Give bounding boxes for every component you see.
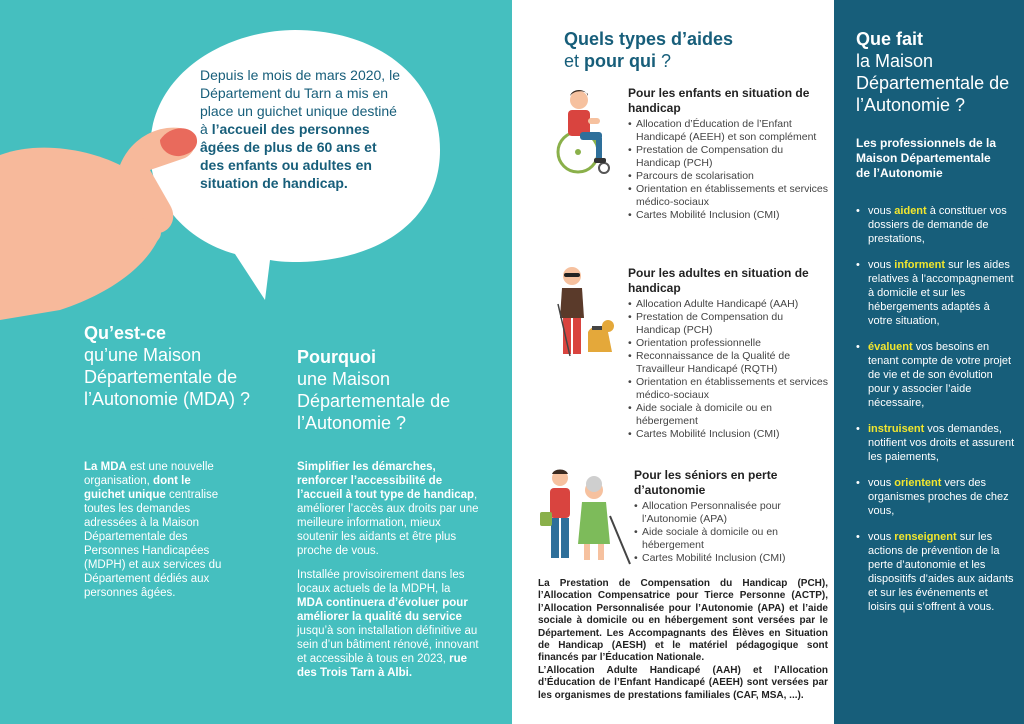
list-item: • Allocation Personnalisée pour l’Autonomie (APA) [634,500,828,526]
item-highlight: renseignent [894,531,957,543]
list-item: • Cartes Mobilité Inclusion (CMI) [634,552,828,565]
role-list [856,204,1016,626]
funding-note-2: L’Allocation Adulte Handicapé (AAH) et l’Allocation d’Éducation de l’Enfant Handicapé (AEEH) sont versées par les organismes de prestations familiales (CAF, MSA, ...). [538,664,828,701]
why-p1-bold: Simplifier les démarches, renforcer l’accessibilité de l’accueil à tout type de handicap [297,461,475,501]
list-item: • Orientation professionnelle [628,337,828,350]
group-list [628,118,828,222]
group-title: Pour les enfants en situation de handicap [628,86,810,115]
item-post: vos demandes, notifient vos droits et assurent les paiements, [868,423,1015,463]
item-post: sur les actions de prévention de la perte d’autonomie et les dispositifs d’aides aux aidants et sur les événements et loisirs qui s’offrent à vous. [868,531,1014,613]
mda-body-b2: dont le guichet unique [84,475,191,501]
group-children [628,86,828,222]
item-post: vers des organismes proches de chez vous, [868,477,1009,517]
item-highlight: aident [894,205,927,217]
bubble-intro: Depuis le mois de mars 2020, le Département du Tarn a mis en place un guichet unique destiné à [200,67,400,137]
aids-heading-end: ? [656,51,672,71]
aids-heading-mid: et [564,51,585,71]
why-heading-strong: Pourquoi [297,347,376,367]
list-item: • Allocation d’Éducation de l’Enfant Handicapé (AEEH) et son complément [628,118,828,144]
item-highlight: instruisent [868,423,925,435]
mda-body-t2: centralise toutes les demandes adressées à la Maison Départementale des Personnes Handicapées (MDPH) et aux services du Département dédiés aux personnes âgées. [84,489,222,599]
why-p2-t2: jusqu’à son installation définitive au sein d’un bâtiment rénové, innovant et accessible à tous en 2023, [297,625,479,665]
funding-note [538,578,828,702]
bubble-text [200,66,400,192]
mda-body-b1: La MDA [84,461,127,473]
list-item [856,476,1016,518]
list-item: • Prestation de Compensation du Handicap (PCH) [628,311,828,337]
group-title: Pour les séniors en perte d’autonomie [634,468,778,497]
why-paragraph-1 [297,460,479,558]
mda-heading [84,322,254,410]
why-p2-t1: Installée provisoirement dans les locaux actuels de la MDPH, la [297,569,465,595]
item-highlight: évaluent [868,341,913,353]
item-pre: vous [868,477,895,489]
role-heading [856,28,1016,116]
group-list [628,298,828,441]
item-post: à constituer vos dossiers de demande de prestations, [868,205,1007,245]
list-item: • Prestation de Compensation du Handicap (PCH) [628,144,828,170]
aids-heading [564,28,733,72]
role-subtitle: Les professionnels de la Maison Départementale de l’Autonomie [856,136,997,180]
item-pre: vous [868,205,895,217]
why-p1-rest: , améliorer l’accès aux droits par une meilleure information, mieux soutenir les aidants et être plus proche de vous. [297,489,479,557]
item-post: vos besoins en tenant compte de votre projet de vie et de son évolution pour y associer l’aide nécessaire, [868,341,1012,409]
list-item: • Orientation en établissements et services médico-sociaux [628,376,828,402]
blind-adult-guide-dog-icon [552,264,618,360]
why-p2-b1: MDA continuera d’évoluer pour améliorer la qualité du service [297,597,468,623]
list-item: • Aide sociale à domicile ou en hébergement [634,526,828,552]
list-item [856,340,1016,410]
role-heading-rest: la Maison Départementale de l’Autonomie ? [856,51,1010,115]
why-p2-b2: rue des Trois Tarn à Albi. [297,653,468,679]
mda-body-t1: est une nouvelle organisation, [84,461,214,487]
item-post: sur les aides relatives à l’accompagnement à domicile et sur les hébergements adaptés à votre situation, [868,259,1014,327]
list-item: • Parcours de scolarisation [628,170,828,183]
list-item: • Cartes Mobilité Inclusion (CMI) [628,209,828,222]
list-item: • Aide sociale à domicile ou en hébergement [628,402,828,428]
list-item: • Allocation Adulte Handicapé (AAH) [628,298,828,311]
list-item: • Orientation en établissements et services médico-sociaux [628,183,828,209]
seniors-couple-icon [538,466,634,566]
list-item: • Reconnaissance de la Qualité de Travailleur Handicapé (RQTH) [628,350,828,376]
group-seniors [634,468,828,565]
why-heading [297,346,477,434]
list-item: • Cartes Mobilité Inclusion (CMI) [628,428,828,441]
item-pre: vous [868,531,895,543]
group-adults [628,266,828,441]
right-panel [834,0,1024,724]
list-item [856,422,1016,464]
mda-heading-strong: Qu’est-ce [84,323,167,343]
item-highlight: informent [894,259,946,271]
group-list [634,500,828,565]
group-title: Pour les adultes en situation de handicap [628,266,809,295]
aids-heading-strong2: pour qui [584,51,656,71]
list-item [856,204,1016,246]
bubble-highlight: l’accueil des personnes âgées de plus de 60 ans et des enfants ou adultes en situation de handicap. [200,121,377,191]
why-paragraph-2 [297,568,479,680]
item-pre: vous [868,259,895,271]
why-heading-rest: une Maison Départementale de l’Autonomie ? [297,369,451,433]
mda-heading-rest: qu’une Maison Départementale de l’Autonomie (MDA) ? [84,345,251,409]
list-item [856,258,1016,328]
mda-body [84,460,229,600]
list-item [856,530,1016,614]
role-heading-strong: Que fait [856,29,924,49]
aids-heading-strong: Quels types d’aides [564,29,734,49]
wheelchair-child-icon [552,86,614,176]
funding-note-1: La Prestation de Compensation du Handicap (PCH), l’Allocation Compensatrice pour Tierce Personne (ACTP), l’Allocation Personnalisée pour l’Autonomie (APA) et l’aide sociale à domicile ou en hébergement sont versées par le Département. Les Accompagnants des Élèves en Situation de Handicap (AESH) et le matériel pédagogique sont financés par l’Éducation Nationale. [538,578,828,664]
item-highlight: orientent [894,477,942,489]
middle-panel [512,0,834,724]
